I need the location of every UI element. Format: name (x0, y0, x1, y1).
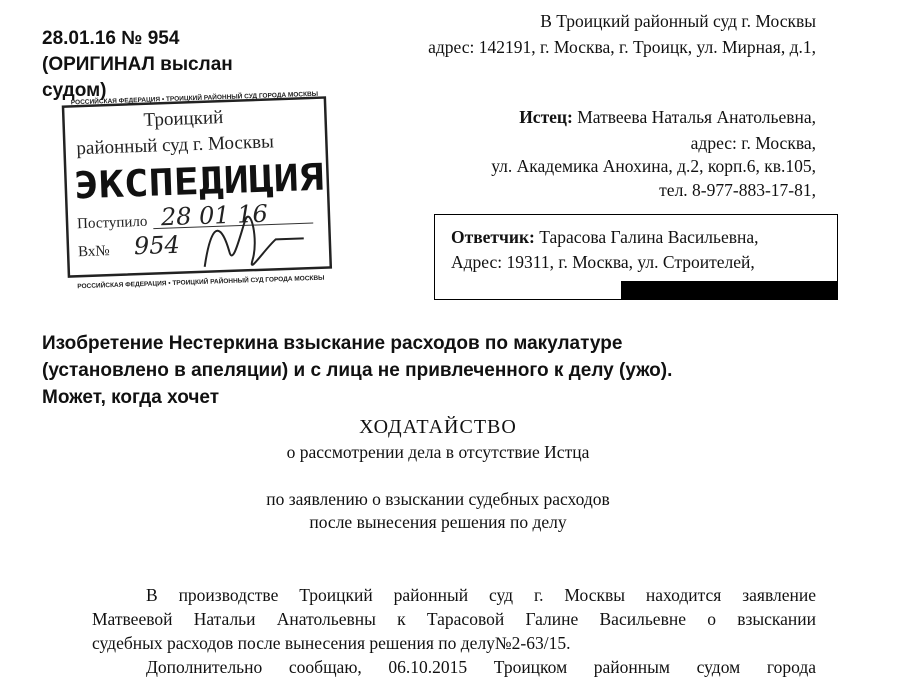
annotation-top-line: судом) (42, 80, 107, 101)
annotation-mid-line: (установлено в апеляции) и с лица не привлеченного к делу (ужо). (42, 360, 673, 381)
stamp-graphic (59, 87, 338, 292)
annotation-middle (42, 330, 672, 411)
defendant-label: Ответчик: (451, 227, 535, 247)
body-line-2: Матвеевой Натальи Анатольевны к Тарасовой Галине Васильевне о взыскании (92, 609, 816, 629)
stamp-number-value: 954 (133, 230, 181, 261)
plaintiff-phone: тел. 8-977-883-17-81, (659, 180, 816, 200)
plaintiff-name: Матвеева Наталья Анатольевна, (577, 107, 816, 127)
stamp-number-label: Вх№ (77, 243, 110, 261)
court-address: адрес: 142191, г. Москва, г. Троицк, ул. Мирная, д.1, (428, 37, 816, 57)
defendant-address: Адрес: 19311, г. Москва, ул. Строителей, (451, 252, 755, 272)
stamp-court-2: районный суд г. Москвы (76, 131, 275, 160)
stamp-court-1: Троицкий (143, 107, 224, 131)
plaintiff-line (519, 106, 816, 128)
court-stamp (59, 87, 338, 292)
court-to: В Троицкий районный суд г. Москвы (540, 11, 816, 31)
petition-line-2: после вынесения решения по делу (309, 512, 567, 532)
plaintiff-address-2: ул. Академика Анохина, д.2, корп.6, кв.105, (491, 156, 816, 176)
stamp-header: РОССИЙСКАЯ ФЕДЕРАЦИЯ • ТРОИЦКИЙ РАЙОННЫЙ СУД ГОРОДА МОСКВЫ (70, 90, 319, 107)
redaction-bar (621, 281, 838, 300)
body-line-4: Дополнительно сообщаю, 06.10.2015 Троицком районным судом города (146, 657, 816, 677)
stamp-footer: РОССИЙСКАЯ ФЕДЕРАЦИЯ • ТРОИЦКИЙ РАЙОННЫЙ СУД ГОРОДА МОСКВЫ (77, 274, 325, 291)
plaintiff-label: Истец: (519, 107, 573, 127)
annotation-mid-line: Изобретение Нестеркина взыскание расходов по макулатуре (42, 333, 623, 354)
body-line-3: судебных расходов после вынесения решения по делу№2-63/15. (92, 633, 571, 653)
stamp-received-label: Поступило (76, 213, 148, 233)
stamp-received-date: 28 01 16 (160, 199, 269, 232)
annotation-top-line: (ОРИГИНАЛ выслан (42, 54, 233, 75)
petition-title: ХОДАТАЙСТВО (359, 416, 517, 438)
annotation-mid-line: Может, когда хочет (42, 387, 219, 408)
petition-line-1: по заявлению о взыскании судебных расходов (266, 489, 610, 509)
petition-subtitle: о рассмотрении дела в отсутствие Истца (286, 442, 590, 462)
body-line-1: В производстве Троицкий районный суд г. Москвы находится заявление (146, 585, 816, 605)
plaintiff-address-1: адрес: г. Москва, (690, 133, 816, 153)
defendant-line (451, 227, 759, 248)
annotation-top-line: 28.01.16 № 954 (42, 28, 180, 49)
defendant-box (434, 214, 838, 300)
stamp-title: ЭКСПЕДИЦИЯ (73, 156, 298, 208)
defendant-name: Тарасова Галина Васильевна, (539, 227, 759, 247)
